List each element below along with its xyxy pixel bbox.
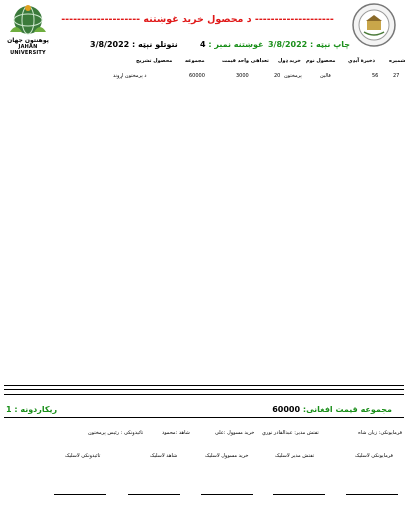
due-date [90,40,178,49]
total-price-value: 60000 [272,405,301,414]
signer-approver: تائيدونکی : رئيس پرمختون [88,430,144,436]
university-seal-right [350,2,398,48]
table-row-quantity: 20 [274,73,281,79]
request-number-value: 4 [200,40,206,49]
university-name-english: JAHAN UNIVERSITY [10,44,46,56]
col-product-name: محصول نوم [306,58,336,64]
signature-line [346,494,398,495]
signer-requester: فرمايونکی: زبان شاه [358,430,402,436]
col-unit-price: فی واحد قیمت [222,58,260,64]
table-row-total: 60000 [189,73,205,79]
col-description: محصول تشریح [136,58,173,64]
signature-caption-requester: فرمايونکی لاسليک [355,453,393,459]
request-number [200,40,263,49]
print-date [268,40,350,49]
signature-line [54,494,106,495]
request-number-label: غوښتنه نمبر : [208,40,264,49]
signer-witness: شاهد :محمود [162,430,190,436]
print-date-value: 3/8/2022 [267,40,308,49]
col-number: شمېره [389,58,406,64]
col-total: مجموعه [185,58,205,64]
divider [4,385,404,386]
university-name-pashto: پوهنتون جهان [7,37,49,44]
table-row-number: 27 [393,73,400,79]
total-price [272,405,392,414]
signature-caption-approver: تائيدونکی لاسليک [65,453,101,459]
print-date-label: چاپ نېټه : [310,40,350,49]
total-price-label: مجموعه قیمت افغانی: [302,405,392,414]
signature-caption-witness: شاهد لاسليک [150,453,178,459]
signature-line [128,494,180,495]
records-count: ريکاردونه : 1 [6,405,58,414]
col-stock-id: ذخيرۀ آيډي [348,58,376,64]
signature-caption-purchase-officer: خريد مسوول لاسليک [205,453,249,459]
table-row-stock-id: 56 [372,73,379,79]
signature-line [201,494,253,495]
divider [4,394,404,395]
document-title: -------------------- د محصول خريد غوښتنه -------------------- [61,14,334,25]
col-quantity: تعداد [257,58,269,64]
divider [4,417,404,418]
due-date-value: 3/8/2022 [90,40,130,49]
signature-line [273,494,325,495]
table-row-description: د پرمختون اړوند [113,73,147,79]
signer-purchase-officer: خريد مسوول :علی [215,430,255,436]
col-purchase-type: خريد ډول [278,58,301,64]
signature-caption-inspection-director: تفتش مدير لاسليک [275,453,315,459]
table-row-unit-price: 3000 [236,73,249,79]
divider [4,389,404,390]
due-date-label: نتوتلو نېټه : [132,40,178,49]
signer-inspection-director: تفتش مدير: عبدالقادر نوري [262,430,319,436]
table-row-product-name: قالین [320,73,331,79]
table-row-purchase-type: پرمختون [284,73,302,79]
